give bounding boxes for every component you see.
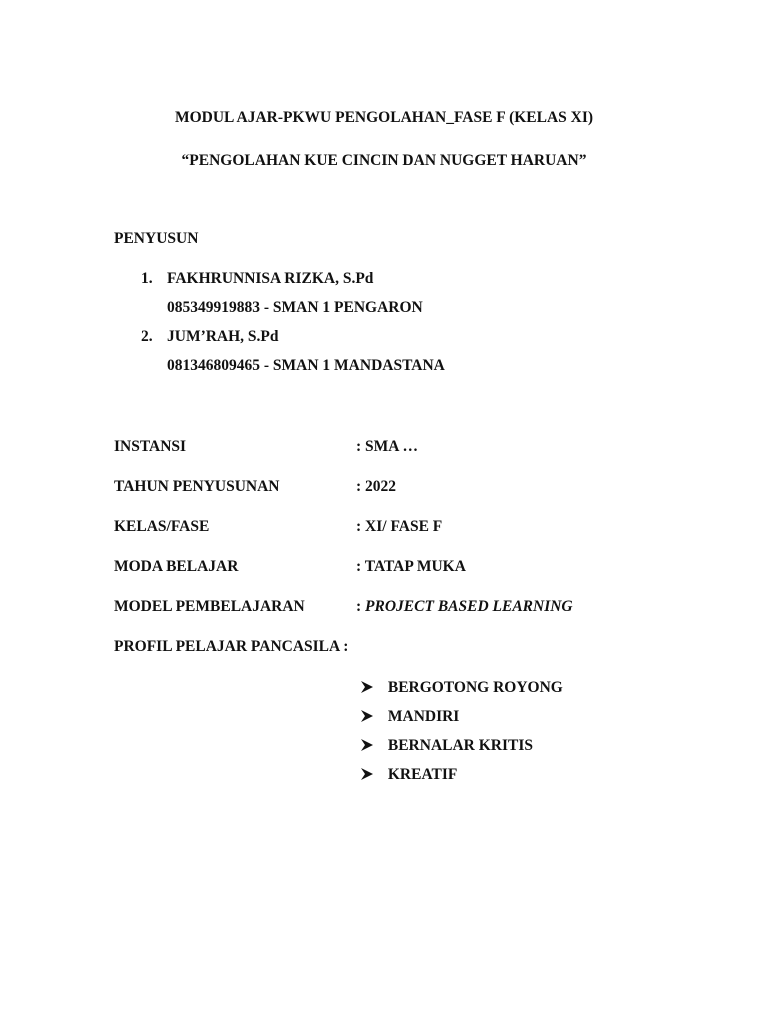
profil-item <box>360 765 457 785</box>
document-title: MODUL AJAR-PKWU PENGOLAHAN_FASE F (KELAS XI) <box>174 109 594 126</box>
info-value-italic: PROJECT BASED LEARNING <box>365 598 573 615</box>
info-value <box>356 597 573 617</box>
info-label: MODEL PEMBELAJARAN <box>114 598 305 615</box>
author-contact: 085349919883 - SMAN 1 PENGARON <box>167 299 423 316</box>
info-value-prefix: : <box>356 598 366 615</box>
penyusun-heading: PENYUSUN <box>114 230 199 247</box>
profil-item-label: BERNALAR KRITIS <box>387 737 534 754</box>
author-name: FAKHRUNNISA RIZKA, S.Pd <box>167 270 374 287</box>
info-label: INSTANSI <box>114 438 187 455</box>
author-number: 2. <box>141 328 153 345</box>
info-value: : SMA … <box>356 438 418 455</box>
arrowhead-bullet-icon <box>360 709 374 723</box>
profil-item-label: BERGOTONG ROYONG <box>387 679 563 696</box>
info-label: KELAS/FASE <box>114 518 210 535</box>
info-label: TAHUN PENYUSUNAN <box>114 478 280 495</box>
author-number: 1. <box>141 270 153 287</box>
profil-item-label: KREATIF <box>387 766 458 783</box>
info-label: MODA BELAJAR <box>114 558 239 575</box>
profil-item <box>360 678 563 698</box>
arrowhead-bullet-icon <box>360 767 374 781</box>
profil-item-label: MANDIRI <box>387 708 460 725</box>
author-contact: 081346809465 - SMAN 1 MANDASTANA <box>167 357 445 374</box>
author-name: JUM’RAH, S.Pd <box>167 328 279 345</box>
info-value: : TATAP MUKA <box>356 558 466 575</box>
profil-heading: PROFIL PELAJAR PANCASILA : <box>114 638 349 655</box>
info-value: : 2022 <box>356 478 397 495</box>
arrowhead-bullet-icon <box>360 680 374 694</box>
info-value: : XI/ FASE F <box>356 518 443 535</box>
profil-item <box>360 707 459 727</box>
arrowhead-bullet-icon <box>360 738 374 752</box>
document-subtitle: “PENGOLAHAN KUE CINCIN DAN NUGGET HARUAN” <box>181 152 587 169</box>
profil-item <box>360 736 533 756</box>
